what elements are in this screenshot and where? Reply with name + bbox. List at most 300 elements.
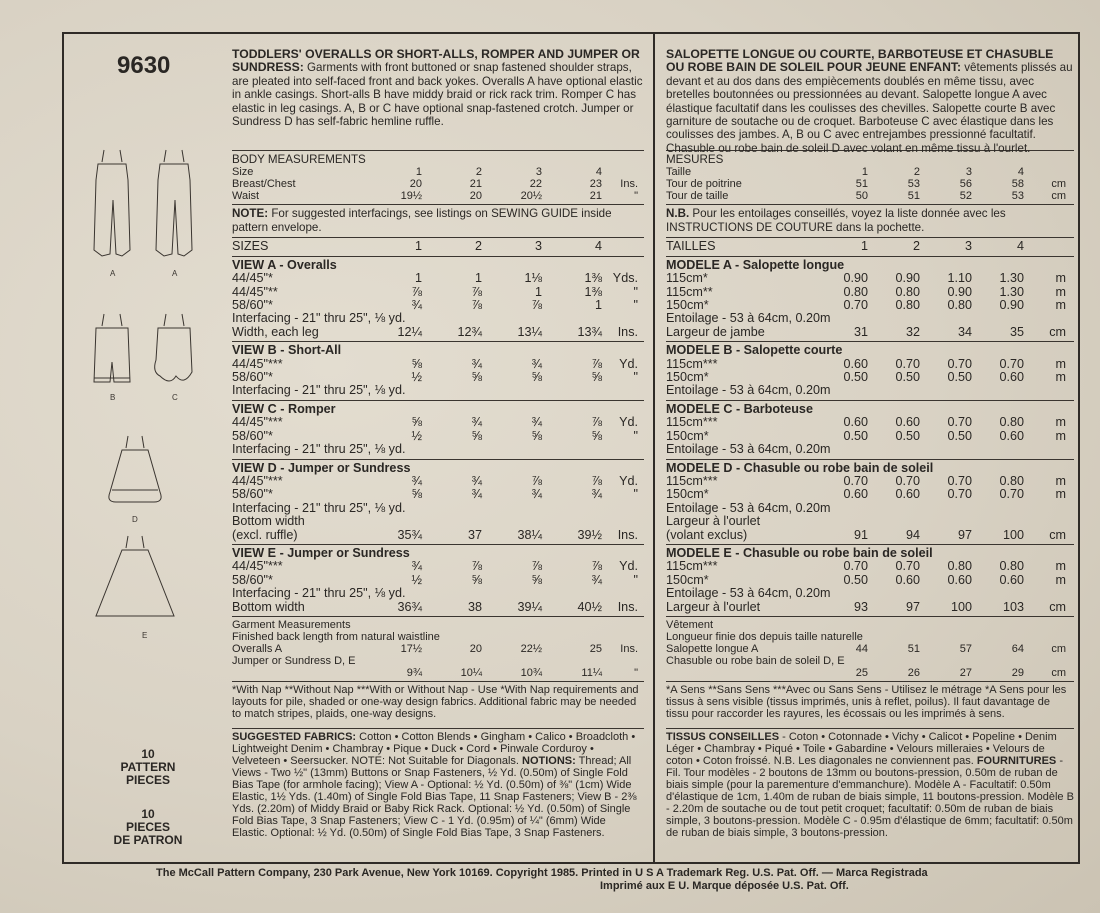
- notions-label: NOTIONS:: [522, 754, 576, 767]
- yardage-cell: 0.60: [843, 356, 868, 371]
- garment-row-label: [666, 667, 816, 679]
- sizes-cell: 3: [964, 239, 972, 254]
- yardage-row-label: Entoilage - 53 à 64cm, 0.20m: [666, 383, 831, 398]
- measurement-row: [232, 166, 644, 178]
- measurement-cell: 22: [529, 178, 542, 191]
- yardage-row: [232, 587, 644, 600]
- overalls-a-back-sketch: [156, 150, 192, 256]
- shortall-b-sketch: [94, 314, 130, 382]
- garment-cell: 25: [589, 642, 602, 655]
- yardage-cell: 0.60: [895, 487, 920, 502]
- garment-measurements: [232, 619, 644, 679]
- yardage-cell: ⅝: [411, 356, 422, 371]
- yardage-row-label: Largeur à l'ourlet: [666, 599, 761, 614]
- yardage-cell: ¾: [471, 487, 482, 502]
- yardage-unit: m: [1055, 271, 1066, 286]
- metrage-table: [666, 259, 1074, 617]
- sizes-row: [232, 240, 644, 253]
- yardage-row: [666, 560, 1074, 573]
- garment-row-label: Overalls A: [232, 642, 283, 655]
- view-title: MODELE C - Barboteuse: [666, 401, 813, 416]
- yardage-cell: 0.90: [947, 284, 972, 299]
- garment-row: [232, 655, 644, 667]
- yardage-cell: ⅝: [411, 487, 422, 502]
- garment-row-label: [232, 667, 362, 679]
- measurement-cell: 20: [469, 190, 482, 203]
- yardage-cell: 0.50: [843, 370, 868, 385]
- measurement-cell: 21: [469, 178, 482, 191]
- garment-cell: 9¾: [406, 666, 422, 679]
- sundress-d-sketch: [109, 436, 161, 502]
- yardage-row-label: 44/45"***: [232, 356, 283, 371]
- yardage-row-label: 58/60"*: [232, 487, 273, 502]
- yardage-cell: 0.60: [843, 487, 868, 502]
- yardage-cell: 0.90: [843, 271, 868, 286]
- yardage-row: [232, 488, 644, 501]
- yardage-cell: 0.70: [947, 415, 972, 430]
- yardage-cell: 0.70: [895, 356, 920, 371]
- yardage-row: [666, 529, 1074, 542]
- yardage-cell: ⅞: [591, 415, 602, 430]
- yardage-unit: Ins.: [617, 599, 638, 614]
- yardage-unit: m: [1055, 487, 1066, 502]
- yardage-row: [232, 601, 644, 614]
- yardage-cell: ¾: [411, 298, 422, 313]
- measurement-row: [232, 178, 644, 190]
- yardage-row-label: Interfacing - 21" thru 25", ⅛ yd.: [232, 442, 406, 457]
- tissus-label: TISSUS CONSEILLES: [666, 730, 780, 743]
- english-title: TODDLERS' OVERALLS OR SHORT-ALLS, ROMPER AND JUMPER OR SUNDRESS:: [232, 47, 640, 75]
- yardage-unit: ": [633, 370, 638, 385]
- yardage-cell: 1: [414, 271, 422, 286]
- garment-row-label: Finished back length from natural waistline: [232, 630, 440, 643]
- garment-row: [232, 667, 644, 679]
- yardage-unit: Ins.: [617, 527, 638, 542]
- view-label-b: B: [110, 393, 116, 402]
- yardage-cell: ¾: [471, 473, 482, 488]
- yardage-row-label: Largeur à l'ourlet: [666, 514, 761, 529]
- measurement-row: [232, 190, 644, 202]
- yardage-cell: 91: [853, 527, 868, 542]
- yardage-row: [232, 502, 644, 515]
- yardage-row: [232, 475, 644, 488]
- measurement-cell: 20½: [520, 190, 542, 203]
- yardage-cell: 1.30: [999, 284, 1024, 299]
- measurement-cell: 53: [1011, 190, 1024, 203]
- yardage-cell: 1: [534, 284, 542, 299]
- garment-unit: Ins.: [620, 642, 638, 655]
- yardage-row: [666, 416, 1074, 429]
- yardage-cell: 1⅜: [584, 284, 602, 299]
- yardage-unit: Yd.: [619, 415, 638, 430]
- yardage-cell: ¾: [591, 572, 602, 587]
- yardage-table: [232, 259, 644, 617]
- yardage-cell: 1: [474, 271, 482, 286]
- garment-unit: ": [634, 666, 638, 679]
- measurement-unit: cm: [1051, 190, 1066, 203]
- fabrics-label: SUGGESTED FABRICS:: [232, 730, 357, 743]
- yardage-row: [666, 475, 1074, 488]
- yardage-cell: ½: [411, 572, 422, 587]
- measurement-cell: 58: [1011, 178, 1024, 191]
- yardage-row: [232, 574, 644, 587]
- garment-row: [232, 631, 644, 643]
- garment-unit: cm: [1051, 642, 1066, 655]
- nap-legend: *With Nap **Without Nap ***With or Without Nap - Use *With Nap requirements and layouts for pile, shaded or one-way design fabrics. Additional fabric may be needed to match stripes, plaids, one-way designs.: [232, 683, 639, 720]
- sizes-unit: [1024, 240, 1066, 253]
- yardage-cell: ⅝: [531, 370, 542, 385]
- view-label-e: E: [142, 631, 148, 640]
- garment-sketches: [80, 150, 220, 650]
- yardage-unit: ": [633, 428, 638, 443]
- sundress-e-sketch: [96, 536, 174, 616]
- yardage-unit: ": [633, 298, 638, 313]
- yardage-row-label: 58/60"*: [232, 370, 273, 385]
- view-label-d: D: [132, 515, 138, 524]
- yardage-row-label: 115cm***: [666, 356, 718, 371]
- yardage-row-label: Width, each leg: [232, 324, 319, 339]
- yardage-row: [666, 272, 1074, 285]
- yardage-cell: ⅞: [531, 559, 542, 574]
- sens-legend: *A Sens **Sans Sens ***Avec ou Sans Sens - Utilisez le métrage *A Sens pour les tissus à sens visible (tissus imprimés, unis à reflet, poilus). Il faut davantage de tissu pour raccorder les rayures, les écossais ou les imprimés à sens.: [666, 683, 1067, 720]
- yardage-cell: 97: [957, 527, 972, 542]
- yardage-row-label: Bottom width: [232, 514, 305, 529]
- yardage-unit: ": [633, 284, 638, 299]
- sizes-cell: 2: [474, 239, 482, 254]
- view-label-a2: A: [172, 269, 178, 278]
- garment-cell: 17½: [400, 642, 422, 655]
- yardage-row-label: Bottom width: [232, 599, 305, 614]
- mesures-title: MESURES: [666, 153, 724, 166]
- yardage-row: [232, 286, 644, 299]
- vetement-measurements: [666, 619, 1074, 679]
- yardage-cell: ⅝: [591, 370, 602, 385]
- yardage-cell: 40½: [577, 599, 602, 614]
- note-label: NOTE:: [232, 207, 269, 221]
- yardage-unit: ": [633, 572, 638, 587]
- yardage-unit: m: [1055, 356, 1066, 371]
- sizes-cell: 1: [414, 239, 422, 254]
- yardage-cell: ⅞: [531, 473, 542, 488]
- garment-row: [232, 619, 644, 631]
- garment-row-label: Garment Measurements: [232, 618, 351, 631]
- fournitures-text: - Fil. Tour modèles - 2 boutons de 13mm ou boutons-pression, 0.50m de ruban de biais simple (pour la parementure d'emmanchure). Modèle A - Facultatif: 0.50m d'élastique de 1cm, 1.40m de ruban de biais simple, 11 boutons-pression. Modèle B - 2.20m de soutache ou de tout petit croquet; facultatif: 0.50m de ruban de biais simple, 3 boutons-pression. Modèle C - 0.95m d'élastique de 6mm; facultatif: 0.50m de ruban de biais simple, 3 boutons-pression.: [666, 754, 1074, 839]
- yardage-cell: 0.80: [999, 559, 1024, 574]
- yardage-row-label: Interfacing - 21" thru 25", ⅛ yd.: [232, 311, 406, 326]
- yardage-row-label: Entoilage - 53 à 64cm, 0.20m: [666, 586, 831, 601]
- overalls-a-front-sketch: [94, 150, 130, 256]
- yardage-cell: 36¾: [397, 599, 422, 614]
- garment-row: [666, 631, 1074, 643]
- yardage-cell: 0.60: [947, 572, 972, 587]
- yardage-row-label: (excl. ruffle): [232, 527, 298, 542]
- yardage-row: [666, 488, 1074, 501]
- yardage-cell: 0.80: [895, 284, 920, 299]
- measurement-row-label: Waist: [232, 190, 260, 203]
- yardage-cell: 0.70: [843, 559, 868, 574]
- yardage-cell: 100: [1002, 527, 1024, 542]
- yardage-cell: ⅞: [591, 559, 602, 574]
- yardage-cell: ½: [411, 428, 422, 443]
- yardage-cell: ⅞: [471, 559, 482, 574]
- yardage-unit: Yds.: [612, 271, 638, 286]
- garment-row-label: Longueur finie dos depuis taille naturelle: [666, 630, 863, 643]
- sizes-row-label: TAILLES: [666, 239, 716, 254]
- measurement-cell: 51: [855, 178, 868, 191]
- pieces-word: PATTERN: [120, 760, 176, 774]
- garment-cell: 26: [907, 666, 920, 679]
- yardage-unit: m: [1055, 473, 1066, 488]
- garment-cell: 29: [1011, 666, 1024, 679]
- yardage-cell: 35: [1009, 324, 1024, 339]
- yardage-cell: 0.70: [947, 473, 972, 488]
- yardage-row: [666, 312, 1074, 325]
- yardage-unit: m: [1055, 572, 1066, 587]
- yardage-cell: ⅞: [591, 356, 602, 371]
- yardage-cell: ½: [411, 370, 422, 385]
- yardage-cell: 12¾: [457, 324, 482, 339]
- yardage-cell: ⅞: [591, 473, 602, 488]
- yardage-row: [232, 416, 644, 429]
- yardage-row: [666, 371, 1074, 384]
- english-description-text: Garments with front buttoned or snap fastened shoulder straps, are pleated into self-faced front and back yokes. Overalls A have optional elastic in ankle casings. Short-alls B have middy braid or rick rack trim. Romper C has elastic in leg casings. A, B or C have optional snap-fastened crotch. Jumper or Sundress D has self-fabric hemline ruffle.: [232, 61, 643, 129]
- tissus-fournitures: [666, 731, 1074, 848]
- garment-row: [666, 655, 1074, 667]
- pattern-number: 9630: [117, 52, 171, 79]
- yardage-row-label: 58/60"*: [232, 428, 273, 443]
- measurement-row-label: Tour de taille: [666, 190, 729, 203]
- english-description: [232, 48, 644, 148]
- measurement-row: [666, 178, 1074, 190]
- yardage-cell: 13¼: [517, 324, 542, 339]
- yardage-row: [666, 286, 1074, 299]
- yardage-cell: 13¾: [577, 324, 602, 339]
- body-measurements-table: [232, 166, 644, 202]
- yardage-cell: ¾: [531, 487, 542, 502]
- yardage-cell: 38¼: [517, 527, 542, 542]
- sizes-row-label: SIZES: [232, 239, 269, 254]
- yardage-row-label: 115cm*: [666, 271, 708, 286]
- yardage-cell: ⅝: [471, 370, 482, 385]
- measurement-cell: 4: [595, 166, 602, 179]
- yardage-row-label: 150cm*: [666, 487, 709, 502]
- garment-cell: 22½: [520, 642, 542, 655]
- yardage-row-label: 115cm**: [666, 284, 713, 299]
- yardage-unit: Ins.: [617, 324, 638, 339]
- measurement-row-label: Breast/Chest: [232, 178, 296, 191]
- yardage-row: [232, 384, 644, 397]
- nb-text: Pour les entoilages conseillés, voyez la liste donnée avec les INSTRUCTIONS DE COUTURE dans la pochette.: [666, 207, 1006, 234]
- yardage-cell: ⅝: [531, 572, 542, 587]
- measurement-cell: 2: [913, 166, 920, 179]
- yardage-row-label: Interfacing - 21" thru 25", ⅛ yd.: [232, 500, 406, 515]
- romper-c-sketch: [155, 314, 192, 381]
- yardage-cell: ¾: [531, 415, 542, 430]
- yardage-cell: ¾: [411, 473, 422, 488]
- yardage-cell: 0.90: [999, 298, 1024, 313]
- yardage-row: [666, 587, 1074, 600]
- yardage-cell: 0.70: [895, 473, 920, 488]
- yardage-unit: Yd.: [619, 473, 638, 488]
- garment-cell: 57: [959, 642, 972, 655]
- measurement-unit: cm: [1051, 178, 1066, 191]
- view-title: MODELE A - Salopette longue: [666, 257, 845, 272]
- measurement-row: [666, 190, 1074, 202]
- yardage-unit: Yd.: [619, 356, 638, 371]
- sizes-cell: 1: [860, 239, 868, 254]
- yardage-cell: 0.60: [895, 415, 920, 430]
- yardage-cell: ⅞: [531, 298, 542, 313]
- garment-cell: 11¼: [581, 666, 602, 679]
- yardage-cell: ¾: [471, 356, 482, 371]
- yardage-cell: ¾: [411, 559, 422, 574]
- footer-copyright: The McCall Pattern Company, 230 Park Avenue, New York 10169. Copyright 1985. Printed in U S A Trademark Reg. U.S. Pat. Off. — Marca Registrada: [156, 867, 928, 879]
- view-title: MODELE E - Chasuble ou robe bain de soleil: [666, 545, 933, 560]
- pieces-word: PIECES: [125, 820, 170, 834]
- sizes-row: [666, 240, 1074, 253]
- yardage-row-label: Largeur de jambe: [666, 324, 765, 339]
- yardage-cell: 31: [853, 324, 868, 339]
- garment-cell: 64: [1011, 642, 1024, 655]
- yardage-cell: 0.70: [999, 487, 1024, 502]
- yardage-row-label: Entoilage - 53 à 64cm, 0.20m: [666, 500, 831, 515]
- yardage-cell: 0.60: [999, 370, 1024, 385]
- yardage-cell: 32: [905, 324, 920, 339]
- yardage-cell: ¾: [591, 487, 602, 502]
- yardage-cell: 0.50: [843, 572, 868, 587]
- view-label-a1: A: [110, 269, 116, 278]
- footer-french: Imprimé aux E U. Marque déposée U.S. Pat. Off.: [600, 880, 849, 892]
- fournitures-label: FOURNITURES: [976, 754, 1057, 767]
- yardage-row: [666, 443, 1074, 456]
- sizes-header: [232, 240, 644, 253]
- yardage-cell: 34: [957, 324, 972, 339]
- yardage-cell: 1⅛: [524, 271, 542, 286]
- yardage-cell: 0.60: [895, 572, 920, 587]
- pieces-word: DE PATRON: [113, 833, 183, 847]
- view-title: VIEW C - Romper: [232, 401, 336, 416]
- yardage-row: [232, 529, 644, 542]
- fabrics-notions: [232, 731, 644, 848]
- garment-cell: 27: [959, 666, 972, 679]
- yardage-cell: 0.80: [947, 298, 972, 313]
- yardage-unit: m: [1055, 428, 1066, 443]
- yardage-row: [666, 299, 1074, 312]
- measurement-unit: ": [634, 190, 638, 203]
- yardage-row-label: (volant exclus): [666, 527, 748, 542]
- garment-row-label: Jumper or Sundress D, E: [232, 654, 356, 667]
- yardage-cell: ¾: [531, 356, 542, 371]
- measurement-cell: 21: [589, 190, 602, 203]
- garment-row: [666, 667, 1074, 679]
- nb-label: N.B.: [666, 207, 690, 221]
- yardage-cell: ⅞: [471, 298, 482, 313]
- yardage-row: [232, 443, 644, 456]
- view-title: VIEW B - Short-All: [232, 343, 342, 358]
- sizes-cell: 4: [1016, 239, 1024, 254]
- yardage-row: [232, 358, 644, 371]
- yardage-unit: cm: [1049, 324, 1066, 339]
- yardage-unit: cm: [1049, 599, 1066, 614]
- yardage-cell: 0.70: [895, 559, 920, 574]
- yardage-cell: 0.60: [999, 572, 1024, 587]
- yardage-cell: 0.70: [947, 356, 972, 371]
- yardage-row-label: 44/45"*: [232, 271, 273, 286]
- yardage-row-label: 115cm***: [666, 559, 718, 574]
- yardage-row-label: Interfacing - 21" thru 25", ⅛ yd.: [232, 383, 406, 398]
- measurement-row-label: Tour de poitrine: [666, 178, 742, 191]
- measurement-cell: 53: [907, 178, 920, 191]
- yardage-row: [232, 299, 644, 312]
- garment-cell: 10¼: [460, 666, 482, 679]
- garment-cell: 10¾: [520, 666, 542, 679]
- yardage-cell: 100: [950, 599, 972, 614]
- yardage-cell: 0.80: [999, 415, 1024, 430]
- view-title: MODELE B - Salopette courte: [666, 343, 843, 358]
- yardage-cell: ⅝: [471, 572, 482, 587]
- yardage-unit: m: [1055, 284, 1066, 299]
- measurement-unit: Ins.: [620, 178, 638, 191]
- yardage-cell: 94: [905, 527, 920, 542]
- garment-row: [666, 619, 1074, 631]
- measurement-row-label: Size: [232, 166, 254, 179]
- measurement-unit: [602, 166, 638, 178]
- yardage-row: [232, 560, 644, 573]
- yardage-row-label: 58/60"*: [232, 572, 273, 587]
- view-title: MODELE D - Chasuble ou robe bain de soleil: [666, 460, 934, 475]
- yardage-row: [232, 430, 644, 443]
- yardage-row: [666, 601, 1074, 614]
- yardage-row-label: Interfacing - 21" thru 25", ⅛ yd.: [232, 586, 406, 601]
- yardage-cell: ¾: [471, 415, 482, 430]
- yardage-cell: 0.50: [895, 370, 920, 385]
- garment-cell: 44: [855, 642, 868, 655]
- fabrics-text: Cotton • Cotton Blends • Gingham • Calico • Broadcloth • Lightweight Denim • Chambray • Pique • Duck • Cord • Pinwale Corduroy • Velveteen • Seersucker. NOTE: Not Suitable for Diagonals.: [232, 730, 636, 767]
- yardage-row-label: Entoilage - 53 à 64cm, 0.20m: [666, 311, 831, 326]
- yardage-cell: ⅝: [591, 428, 602, 443]
- garment-row: [232, 643, 644, 655]
- yardage-row-label: 150cm*: [666, 370, 709, 385]
- yardage-unit: m: [1055, 370, 1066, 385]
- yardage-row-label: 115cm***: [666, 473, 718, 488]
- yardage-row: [232, 272, 644, 285]
- pieces-number: 10: [141, 807, 155, 821]
- yardage-cell: 39½: [577, 527, 602, 542]
- view-title: VIEW E - Jumper or Sundress: [232, 545, 410, 560]
- view-title: VIEW A - Overalls: [232, 257, 337, 272]
- yardage-cell: 0.80: [947, 559, 972, 574]
- measurement-cell: 50: [855, 190, 868, 203]
- pieces-number: 10: [141, 747, 155, 761]
- measurement-cell: 20: [409, 178, 422, 191]
- tailles-header: [666, 240, 1074, 253]
- measurement-cell: 56: [959, 178, 972, 191]
- yardage-cell: 1.30: [999, 271, 1024, 286]
- yardage-cell: 0.50: [947, 370, 972, 385]
- french-column: [666, 48, 1074, 848]
- measurement-cell: 1: [861, 166, 868, 179]
- yardage-unit: Yd.: [619, 559, 638, 574]
- yardage-row-label: 44/45"***: [232, 473, 283, 488]
- yardage-cell: 0.60: [843, 415, 868, 430]
- measurement-unit: [1024, 166, 1066, 178]
- yardage-cell: 0.50: [947, 428, 972, 443]
- yardage-row-label: 44/45"***: [232, 415, 283, 430]
- interfacing-note: [232, 207, 644, 235]
- view-title: VIEW D - Jumper or Sundress: [232, 460, 411, 475]
- yardage-row: [666, 430, 1074, 443]
- yardage-row-label: 115cm***: [666, 415, 718, 430]
